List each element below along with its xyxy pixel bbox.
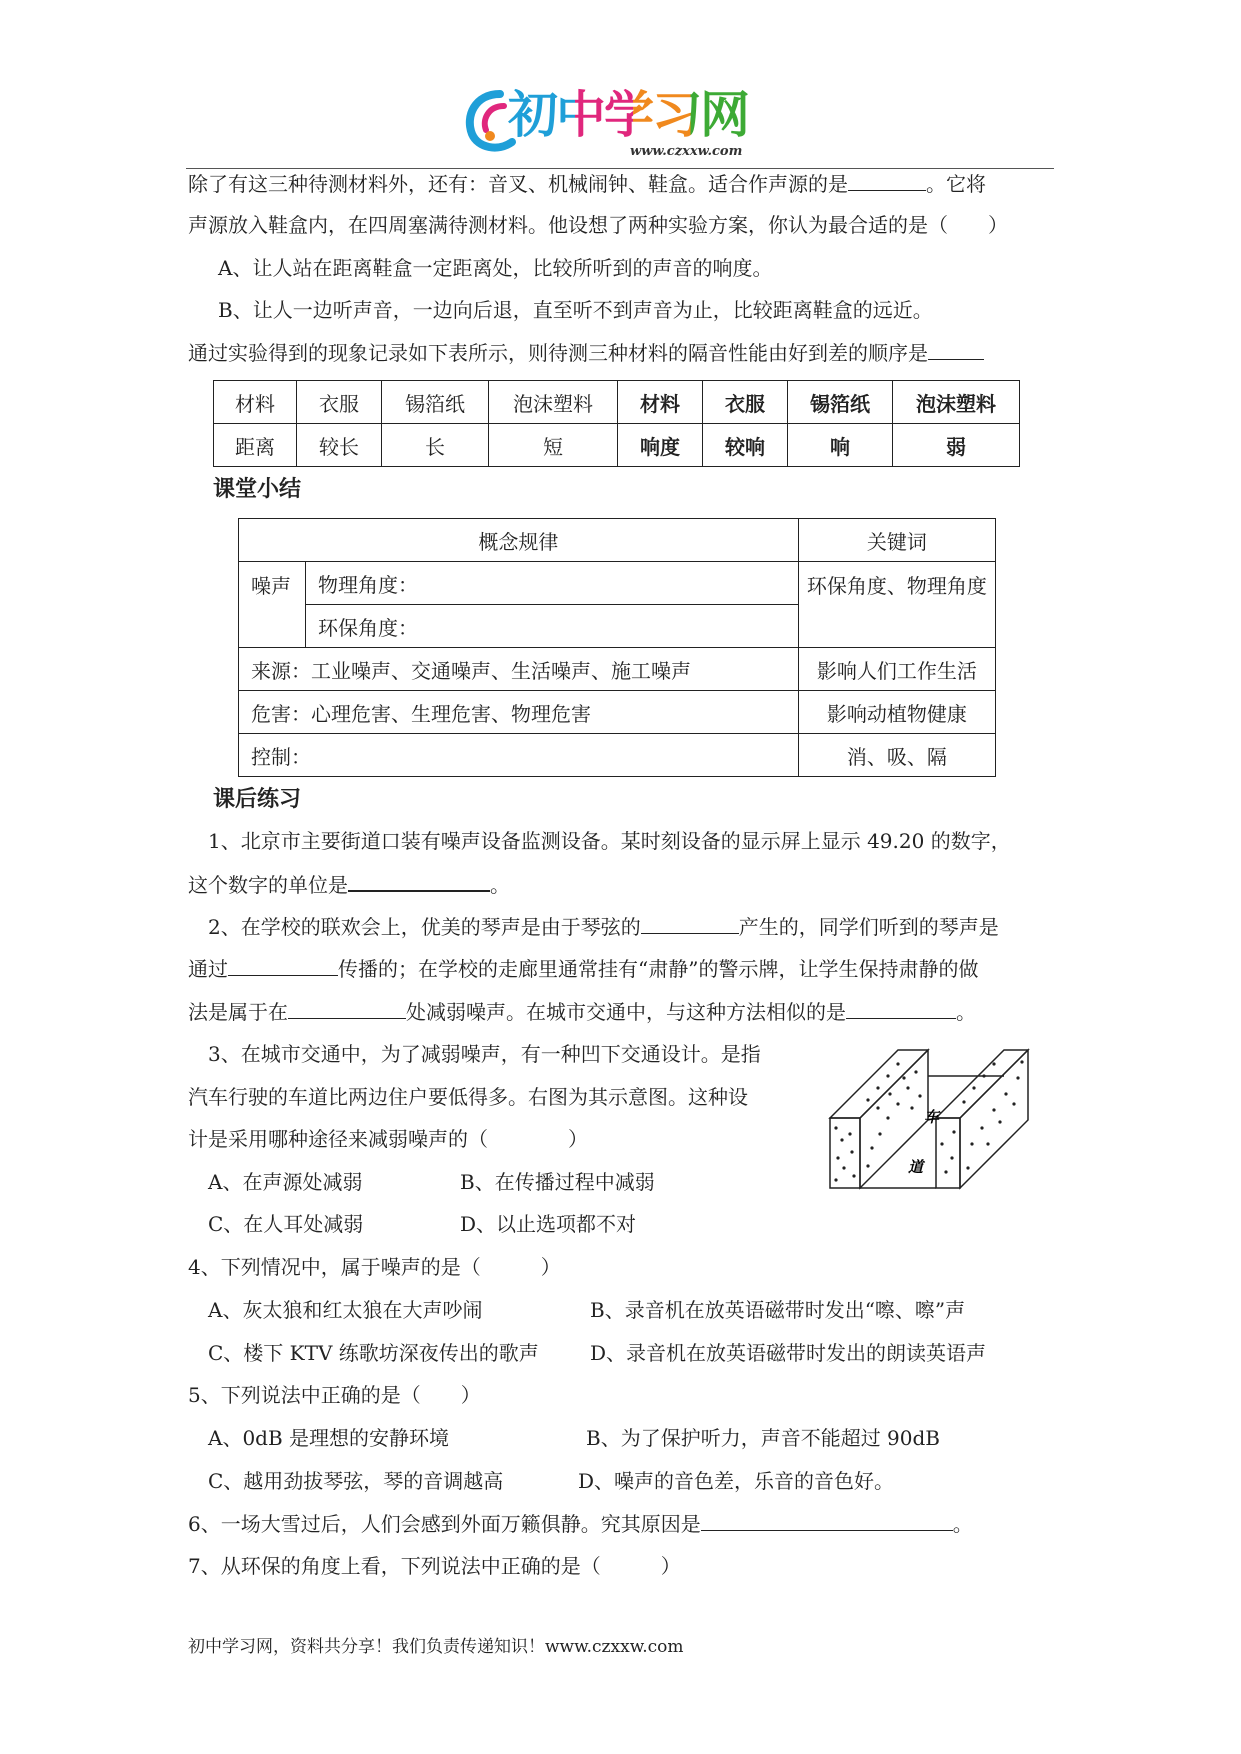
option-b: B、让人一边听声音，一边向后退，直至听不到声音为止，比较距离鞋盒的远近。: [218, 298, 933, 322]
figure-label-1: 车: [924, 1108, 940, 1126]
site-logo: [460, 84, 780, 164]
q5-option-c: C、越用劲拔琴弦，琴的音调越高: [208, 1469, 504, 1493]
intro-line-5: 通过实验得到的现象记录如下表所示，则待测三种材料的隔音性能由好到差的顺序是: [188, 337, 984, 368]
option-a: A、让人站在距离鞋盒一定距离处，比较所听到的声音的响度。: [218, 256, 773, 280]
q2-line-3: 法是属于在 处减弱噪声。在城市交通中，与这种方法相似的是 。: [188, 996, 976, 1027]
blank[interactable]: [228, 953, 338, 976]
q4-option-c: C、楼下 KTV 练歌坊深夜传出的歌声: [208, 1341, 539, 1365]
q6-line: 6、一场大雪过后，人们会感到外面万籁俱静。究其原因是 。: [188, 1508, 973, 1539]
blank[interactable]: [846, 996, 956, 1019]
control-cell: 控制：: [239, 734, 799, 777]
q2-line-2: 通过 传播的；在学校的走廊里通常挂有“肃静”的警示牌，让学生保持肃静的做: [188, 953, 978, 984]
blank[interactable]: [641, 911, 739, 934]
q1-line-1: 1、北京市主要街道口装有噪声设备监测设备。某时刻设备的显示屏上显示 49.20 的数字，: [208, 829, 1011, 853]
summary-heading: 课堂小结: [213, 477, 302, 502]
table-cell: 衣服: [703, 381, 788, 424]
q4-option-a: A、灰太狼和红太狼在大声吵闹: [208, 1298, 483, 1322]
q5-option-d: D、噪声的音色差，乐音的音色好。: [578, 1469, 895, 1493]
blank[interactable]: [848, 168, 926, 191]
q3-option-d: D、以止选项都不对: [460, 1212, 637, 1236]
table-cell: 材料: [618, 381, 703, 424]
table-row: [239, 562, 996, 605]
table-row: [214, 424, 1020, 467]
blank[interactable]: [288, 996, 406, 1019]
q5-option-b: B、为了保护听力，声音不能超过 90dB: [586, 1426, 941, 1450]
table-cell: 锡箔纸: [382, 381, 489, 424]
noise-keyword: 环保角度、物理角度: [798, 562, 995, 648]
table-cell: 衣服: [297, 381, 382, 424]
noise-label: 噪声: [239, 562, 306, 648]
table-row: [239, 519, 996, 562]
q4-line: 4、下列情况中，属于噪声的是（ ）: [188, 1255, 561, 1279]
q2-line-1: 2、在学校的联欢会上，优美的琴声是由于琴弦的 产生的，同学们听到的琴声是: [208, 911, 999, 942]
summary-table: [238, 518, 996, 777]
table-cell: 泡沫塑料: [489, 381, 618, 424]
q7-line: 7、从环保的角度上看，下列说法中正确的是（ ）: [188, 1554, 681, 1578]
table-row: [214, 381, 1020, 424]
results-table: [213, 380, 1020, 467]
table-cell: 锡箔纸: [788, 381, 893, 424]
table-cell: 泡沫塑料: [893, 381, 1020, 424]
table-cell: 距离: [214, 424, 297, 467]
table-row: [239, 648, 996, 691]
logo-url: www.czxxw.com: [630, 144, 743, 159]
q3-line-3: 计是采用哪种途径来减弱噪声的（ ）: [188, 1127, 588, 1151]
control-keyword: 消、吸、隔: [798, 734, 995, 777]
table-cell: 响度: [618, 424, 703, 467]
table-cell: 响: [788, 424, 893, 467]
q1-line-2: 这个数字的单位是 。: [188, 868, 510, 900]
q3-option-c: C、在人耳处减弱: [208, 1212, 364, 1236]
q4-option-d: D、录音机在放英语磁带时发出的朗读英语声: [590, 1341, 987, 1365]
q5-line: 5、下列说法中正确的是（ ）: [188, 1383, 481, 1407]
table-row: [239, 734, 996, 777]
q4-option-b: B、录音机在放英语磁带时发出“嚓、嚓”声: [590, 1298, 966, 1322]
blank[interactable]: [701, 1508, 953, 1531]
table-cell: 材料: [214, 381, 297, 424]
table-cell: 较响: [703, 424, 788, 467]
table-row: [239, 691, 996, 734]
blank[interactable]: [928, 337, 984, 360]
footer-text: 初中学习网，资料共分享！我们负责传递知识！www.czxxw.com: [188, 1637, 684, 1657]
harm-keyword: 影响动植物健康: [798, 691, 995, 734]
sunken-road-diagram: [828, 1048, 1038, 1198]
q3-option-a: A、在声源处减弱: [208, 1170, 363, 1194]
intro-line-1: 除了有这三种待测材料外，还有：音叉、机械闹钟、鞋盒。适合作声源的是 。它将: [188, 168, 986, 199]
q3-line-1: 3、在城市交通中，为了减弱噪声，有一种凹下交通设计。是指: [208, 1042, 761, 1066]
table-cell: 长: [382, 424, 489, 467]
figure-label-2: 道: [908, 1158, 924, 1176]
env-angle: 环保角度：: [306, 605, 799, 648]
table-cell: 较长: [297, 424, 382, 467]
harm-cell: 危害：心理危害、生理危害、物理危害: [239, 691, 799, 734]
table-cell: 弱: [893, 424, 1020, 467]
q3-line-2: 汽车行驶的车道比两边住户要低得多。右图为其示意图。这种设: [188, 1085, 748, 1109]
source-keyword: 影响人们工作生活: [798, 648, 995, 691]
exercises-heading: 课后练习: [213, 787, 302, 812]
blank[interactable]: [348, 868, 490, 892]
table-cell: 短: [489, 424, 618, 467]
column-header: 概念规律: [239, 519, 799, 562]
logo-text: 初中学习网: [508, 86, 748, 144]
q3-option-b: B、在传播过程中减弱: [460, 1170, 655, 1194]
column-header: 关键词: [798, 519, 995, 562]
intro-line-2: 声源放入鞋盒内，在四周塞满待测材料。他设想了两种实验方案，你认为最合适的是（ ）: [188, 213, 1008, 237]
source-cell: 来源：工业噪声、交通噪声、生活噪声、施工噪声: [239, 648, 799, 691]
q5-option-a: A、0dB 是理想的安静环境: [208, 1426, 450, 1450]
physics-angle: 物理角度：: [306, 562, 799, 605]
